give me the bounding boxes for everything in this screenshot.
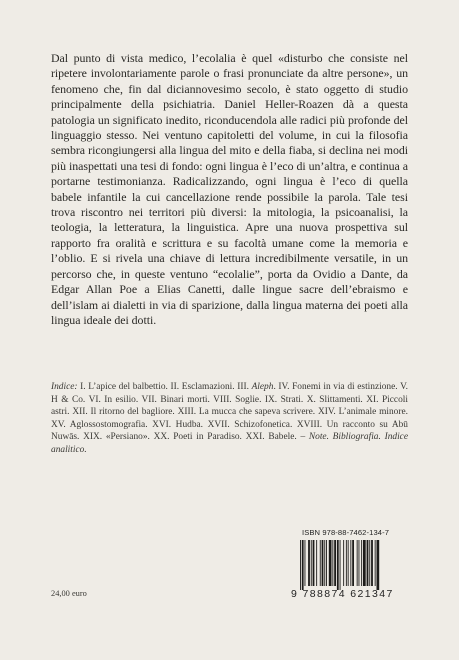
barcode-digits: 9 788874 621347 — [291, 588, 394, 600]
barcode-icon — [296, 540, 410, 590]
price: 24,00 euro — [51, 589, 87, 598]
table-of-contents — [51, 381, 408, 457]
isbn-label: ISBN 978-88-7462-134-7 — [302, 528, 390, 537]
index-chapters-1: I. L’apice del balbettio. II. Esclamazioni. III. — [77, 382, 252, 392]
index-chapters-2: . IV. Fonemi in via di estinzione. V. H & Co. VI. In esilio. VII. Binari morti. VIII. Soglie. IX. Strati. X. Slittamenti. XI. Piccoli astri. XII. Il ritorno del bagliore. XIII. La mucca che sapeva scrivere. XIV. L’animale minore. XV. Aglossostomografia. XVI. Hudba. XVII. Schizofonetica. XVIII. Un racconto su Abū Nuwās. XIX. «Persiano». XX. Poeti in Paradiso. XXI. Babele. – — [51, 382, 408, 443]
back-cover-blurb: Dal punto di vista medico, l’ecolalia è quel «disturbo che consiste nel ripetere involontariamente parole o frasi pronunciate da altre persone», un fenomeno che, fin dal diciannovesimo secolo, è stato oggetto di studio principalmente della psichiatria. Daniel Heller-Roazen dà a questa patologia un significato inedito, riconducendola alle radici più profonde del linguaggio stesso. Nei ventuno capitoletti del volume, in cui la filosofia sembra ricongiungersi alla lingua del mito e della fiaba, si declina nei modi più inaspettati una tesi di fondo: ogni lingua è l’eco di un’altra, e continua a portarne testimonianza. Radicalizzando, ogni lingua è l’eco di quella babele infantile la cui cancellazione rende possibile la parola. Tale tesi trova riscontro nei territori più diversi: la mitologia, la psicoanalisi, la teologia, la letteratura, la linguistica. Apre una nuova prospettiva sul rapporto fra oralità e scrittura e su facoltà umane come la memoria e l’oblio. E si rivela una chiave di lettura incredibilmente versatile, in un percorso che, in queste ventuno “ecolalie”, porta da Ovidio a Dante, da Edgar Allan Poe a Elias Canetti, dalle lingue sacre dell’ebraismo e dell’islam ai dialetti in via di sparizione, dalla lingua materna dei poeti alla lingua ideale dei dotti. — [51, 51, 408, 327]
index-aleph: Aleph — [251, 382, 274, 392]
index-label: Indice: — [51, 382, 78, 392]
index-appendix: Note. Bibliografia. Indice analitico. — [51, 432, 408, 455]
